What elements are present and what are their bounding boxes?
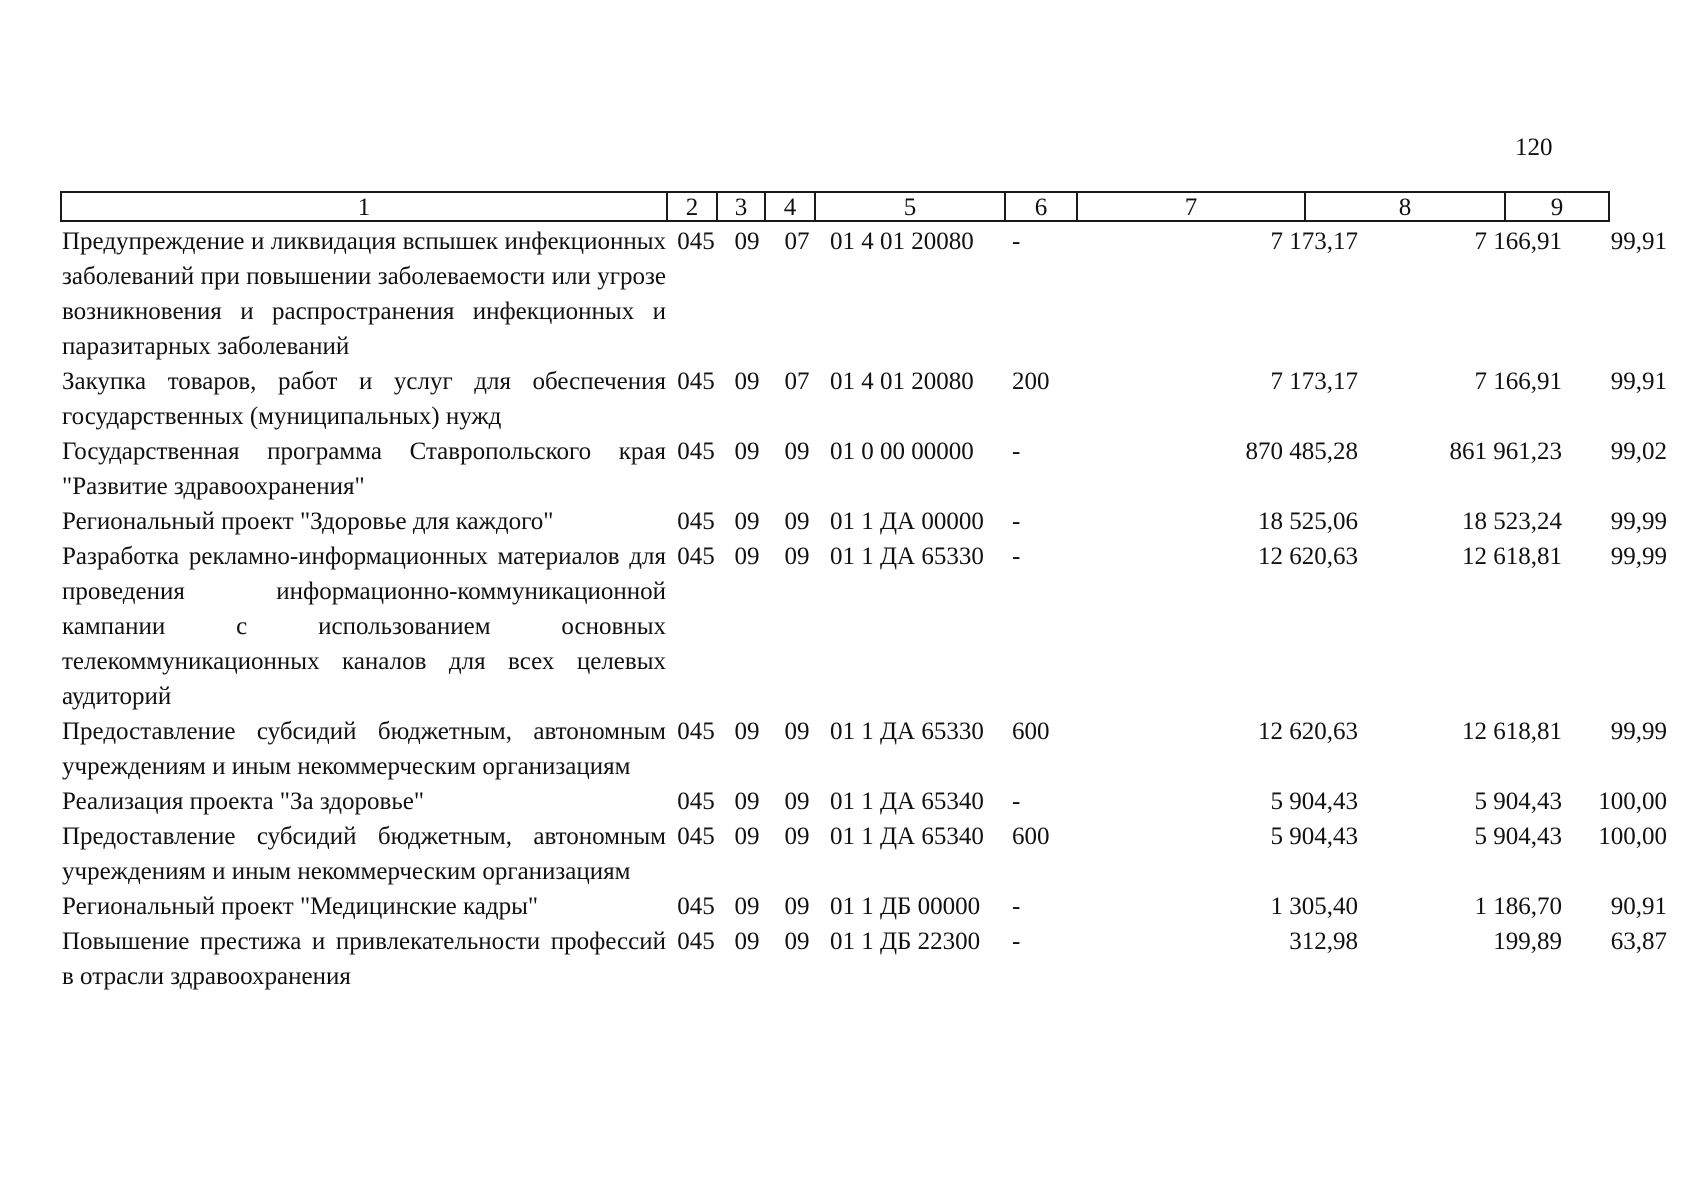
row-col-6: - [1012,788,1021,815]
row-col-6: - [1012,228,1021,255]
row-col-2: 045 [677,893,715,920]
row-name: Предупреждение и ликвидация вспышек инфекционных заболеваний при повышении заболеваемости или угрозе возникновения и распространения инфекционных и паразитарных заболеваний [62,228,666,360]
row-col-5: 01 1 ДБ 00000 [830,893,981,920]
row-name: Реализация проекта "За здоровье" [62,788,425,815]
row-col-4: 09 [784,508,810,535]
header-cell-1: 1 [60,191,668,222]
row-col-6: 200 [1012,368,1050,395]
budget-table [62,224,1667,994]
row-col-2: 045 [677,368,715,395]
table-row [62,889,1667,924]
row-col-7: 870 485,28 [1245,438,1358,465]
table-row [62,784,1667,819]
table-row [62,924,1667,994]
row-col-4: 09 [784,893,810,920]
header-cell-9: 9 [1504,191,1610,222]
header-cell-2: 2 [666,191,718,222]
row-col-3: 09 [734,228,760,255]
row-col-8: 861 961,23 [1449,438,1562,465]
row-name: Региональный проект "Медицинские кадры" [62,893,539,920]
row-col-2: 045 [677,543,715,570]
row-col-4: 07 [784,368,810,395]
row-col-9: 100,00 [1598,788,1667,815]
row-col-2: 045 [677,823,715,850]
row-col-4: 09 [784,823,810,850]
header-cell-3: 3 [716,191,766,222]
row-col-4: 09 [784,788,810,815]
row-col-5: 01 4 01 20080 [830,368,974,395]
table-row [62,504,1667,539]
row-col-2: 045 [677,928,715,955]
row-name: Предоставление субсидий бюджетным, автономным учреждениям и иным некоммерческим организациям [62,823,666,885]
row-col-5: 01 1 ДА 65340 [830,823,984,850]
row-col-3: 09 [734,823,760,850]
row-col-4: 09 [784,928,810,955]
row-col-2: 045 [677,438,715,465]
row-col-4: 09 [784,438,810,465]
row-name: Повышение престижа и привлекательности профессий в отрасли здравоохранения [62,928,666,990]
row-col-9: 100,00 [1598,823,1667,850]
row-col-9: 99,91 [1610,228,1667,255]
row-col-7: 7 173,17 [1270,368,1358,395]
row-col-6: 600 [1012,718,1050,745]
table-row [62,819,1667,889]
row-col-6: - [1012,928,1021,955]
row-col-2: 045 [677,508,715,535]
row-col-4: 09 [784,543,810,570]
row-name: Государственная программа Ставропольского края "Развитие здравоохранения" [62,438,666,500]
row-col-4: 09 [784,718,810,745]
row-col-7: 12 620,63 [1258,718,1358,745]
table-row [62,714,1667,784]
row-col-7: 12 620,63 [1258,543,1358,570]
row-col-3: 09 [734,718,760,745]
row-col-9: 63,87 [1610,928,1667,955]
header-cell-8: 8 [1304,191,1506,222]
row-col-5: 01 1 ДА 65340 [830,788,984,815]
header-cell-6: 6 [1004,191,1078,222]
row-col-9: 99,02 [1610,438,1667,465]
row-col-5: 01 4 01 20080 [830,228,974,255]
row-col-6: 600 [1012,823,1050,850]
page-number: 120 [1515,134,1553,161]
row-col-3: 09 [734,508,760,535]
row-col-8: 199,89 [1493,928,1562,955]
row-col-3: 09 [734,368,760,395]
table-row [62,434,1667,504]
row-col-8: 12 618,81 [1462,543,1562,570]
row-col-8: 5 904,43 [1474,788,1562,815]
table-row [62,539,1667,714]
row-col-5: 01 0 00 00000 [830,438,974,465]
row-col-7: 1 305,40 [1270,893,1358,920]
row-col-3: 09 [734,788,760,815]
row-col-8: 18 523,24 [1462,508,1562,535]
row-col-6: - [1012,438,1021,465]
row-col-8: 5 904,43 [1474,823,1562,850]
header-cell-5: 5 [814,191,1006,222]
row-col-9: 99,99 [1610,718,1667,745]
row-col-5: 01 1 ДА 65330 [830,543,984,570]
row-col-7: 5 904,43 [1270,788,1358,815]
table-row [62,224,1667,364]
row-col-8: 12 618,81 [1462,718,1562,745]
row-name: Закупка товаров, работ и услуг для обеспечения государственных (муниципальных) нужд [62,368,666,430]
row-col-6: - [1012,893,1021,920]
row-col-7: 7 173,17 [1270,228,1358,255]
row-col-7: 18 525,06 [1258,508,1358,535]
header-cell-7: 7 [1076,191,1306,222]
row-col-6: - [1012,508,1021,535]
table-row [62,364,1667,434]
row-col-3: 09 [734,438,760,465]
row-col-9: 90,91 [1610,893,1667,920]
row-col-5: 01 1 ДА 65330 [830,718,984,745]
row-col-5: 01 1 ДБ 22300 [830,928,981,955]
row-col-3: 09 [734,543,760,570]
row-col-2: 045 [677,228,715,255]
row-col-8: 1 186,70 [1474,893,1562,920]
header-cell-4: 4 [764,191,816,222]
row-name: Разработка рекламно-информационных материалов для проведения информационно-коммуникационной кампании с использованием основных телекоммуникационных каналов для всех целевых аудиторий [62,543,666,710]
row-col-3: 09 [734,928,760,955]
row-col-7: 5 904,43 [1270,823,1358,850]
row-col-3: 09 [734,893,760,920]
row-col-9: 99,99 [1610,543,1667,570]
row-col-8: 7 166,91 [1474,368,1562,395]
row-col-7: 312,98 [1289,928,1358,955]
row-col-9: 99,99 [1610,508,1667,535]
row-name: Региональный проект "Здоровье для каждого" [62,508,554,535]
row-col-9: 99,91 [1610,368,1667,395]
row-col-8: 7 166,91 [1474,228,1562,255]
row-col-4: 07 [784,228,810,255]
row-name: Предоставление субсидий бюджетным, автономным учреждениям и иным некоммерческим организациям [62,718,666,780]
row-col-2: 045 [677,718,715,745]
row-col-6: - [1012,543,1021,570]
row-col-5: 01 1 ДА 00000 [830,508,984,535]
row-col-2: 045 [677,788,715,815]
